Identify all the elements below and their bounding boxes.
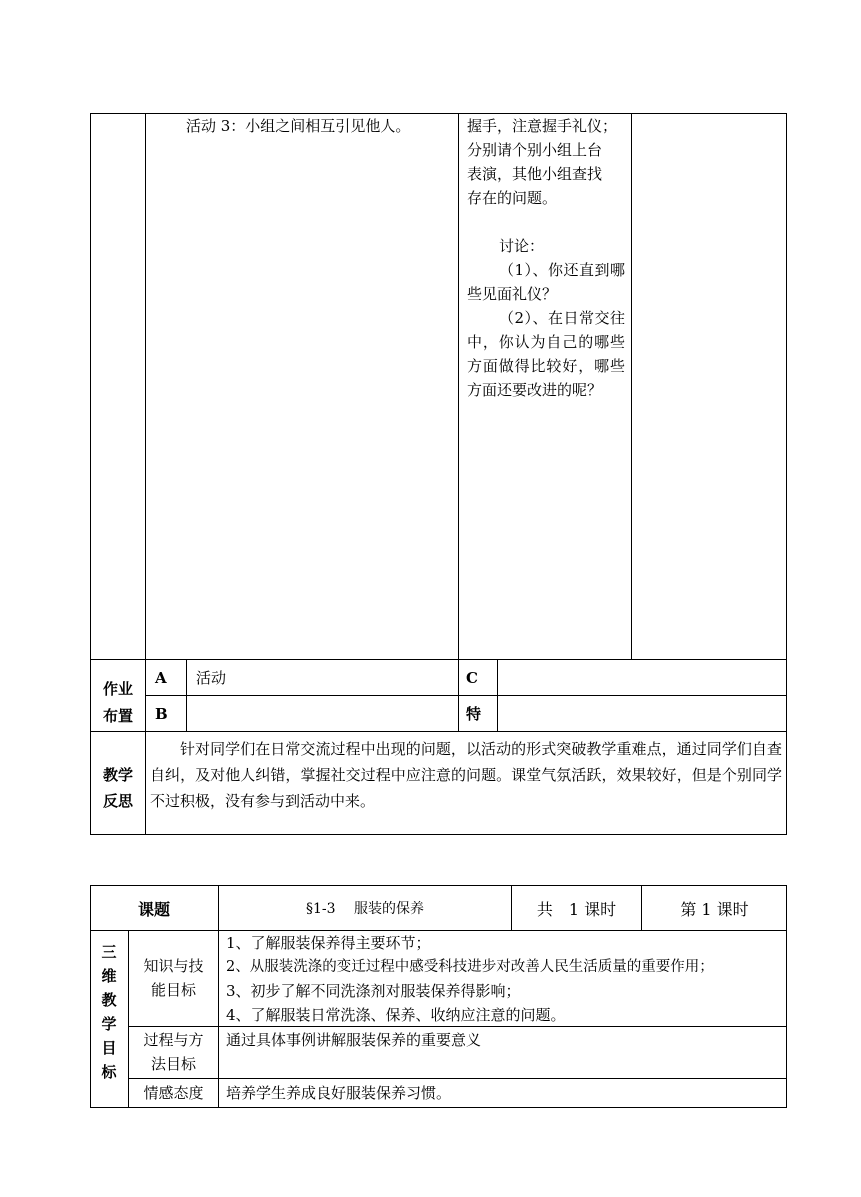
discussion-title: 讨论： (499, 237, 545, 255)
knowledge-item: 1、了解服装保养得主要环节； (226, 934, 431, 952)
process-label: 过程与方 法目标 (143, 1031, 204, 1073)
table-divider (631, 113, 632, 659)
lesson-table-continued (90, 113, 787, 835)
homework-a-text: 活动 (196, 669, 227, 687)
homework-b-label: B (155, 705, 168, 723)
homework-label: 作业 布置 (102, 680, 133, 725)
table-divider (458, 113, 459, 659)
discussion-question-1: （1）、你还直到哪些见面礼仪？ (467, 261, 625, 303)
guide-column (467, 114, 625, 402)
knowledge-item: 3、初步了解不同洗涤剂对服装保养得影响； (226, 982, 521, 1000)
table-divider (128, 1078, 787, 1079)
knowledge-item: 2、从服装洗涤的变迁过程中感受科技进步对改善人民生活质量的重要作用； (226, 959, 714, 975)
guide-line: 握手，注意握手礼仪； (467, 117, 618, 135)
guide-line: 存在的问题。 (467, 189, 558, 207)
emotion-text: 培养学生养成良好服装保养习惯。 (226, 1084, 452, 1102)
table-divider (90, 731, 787, 732)
table-divider (146, 695, 787, 696)
knowledge-item: 4、了解服装日常洗涤、保养、收纳应注意的问题。 (226, 1006, 566, 1024)
table-divider (90, 659, 787, 660)
knowledge-label: 知识与技 能目标 (143, 957, 204, 999)
table-divider (497, 659, 498, 731)
table-divider (218, 930, 219, 1108)
homework-special-label: 特 (466, 705, 482, 723)
reflection-text: 针对同学们在日常交流过程中出现的问题，以活动的形式突破教学重难点，通过同学们自查自纠，及对他人纠错，掌握社交过程中应注意的问题。课堂气氛活跃，效果较好，但是个别同学不过积极，没有参与到活动中来。 (150, 740, 782, 810)
reflection-label: 教学 反思 (102, 766, 133, 810)
current-hour: 第 1 课时 (680, 899, 749, 919)
discussion-question-2: （2）、在日常交往中，你认为自己的哪些方面做得比较好，哪些方面还要改进的呢？ (467, 309, 625, 399)
guide-line: 表演，其他小组查找 (467, 165, 603, 183)
table-divider (145, 113, 146, 834)
emotion-label: 情感态度 (143, 1084, 204, 1102)
homework-c-label: C (466, 669, 478, 687)
topic-label: 课题 (137, 899, 170, 919)
table-divider (186, 659, 187, 731)
knowledge-items (226, 931, 786, 1027)
table-divider (458, 659, 459, 731)
topic-value: §1-3 服装的保养 (306, 901, 424, 917)
goals-label: 三 维 教 学 目 标 (101, 943, 117, 1081)
guide-line: 分别请个别小组上台 (467, 141, 603, 159)
activity-text: 活动 3：小组之间相互引见他人。 (186, 117, 411, 135)
total-hours: 共 1 课时 (536, 899, 617, 919)
homework-a-label: A (155, 669, 167, 687)
process-text: 通过具体事例讲解服装保养的重要意义 (226, 1031, 482, 1049)
